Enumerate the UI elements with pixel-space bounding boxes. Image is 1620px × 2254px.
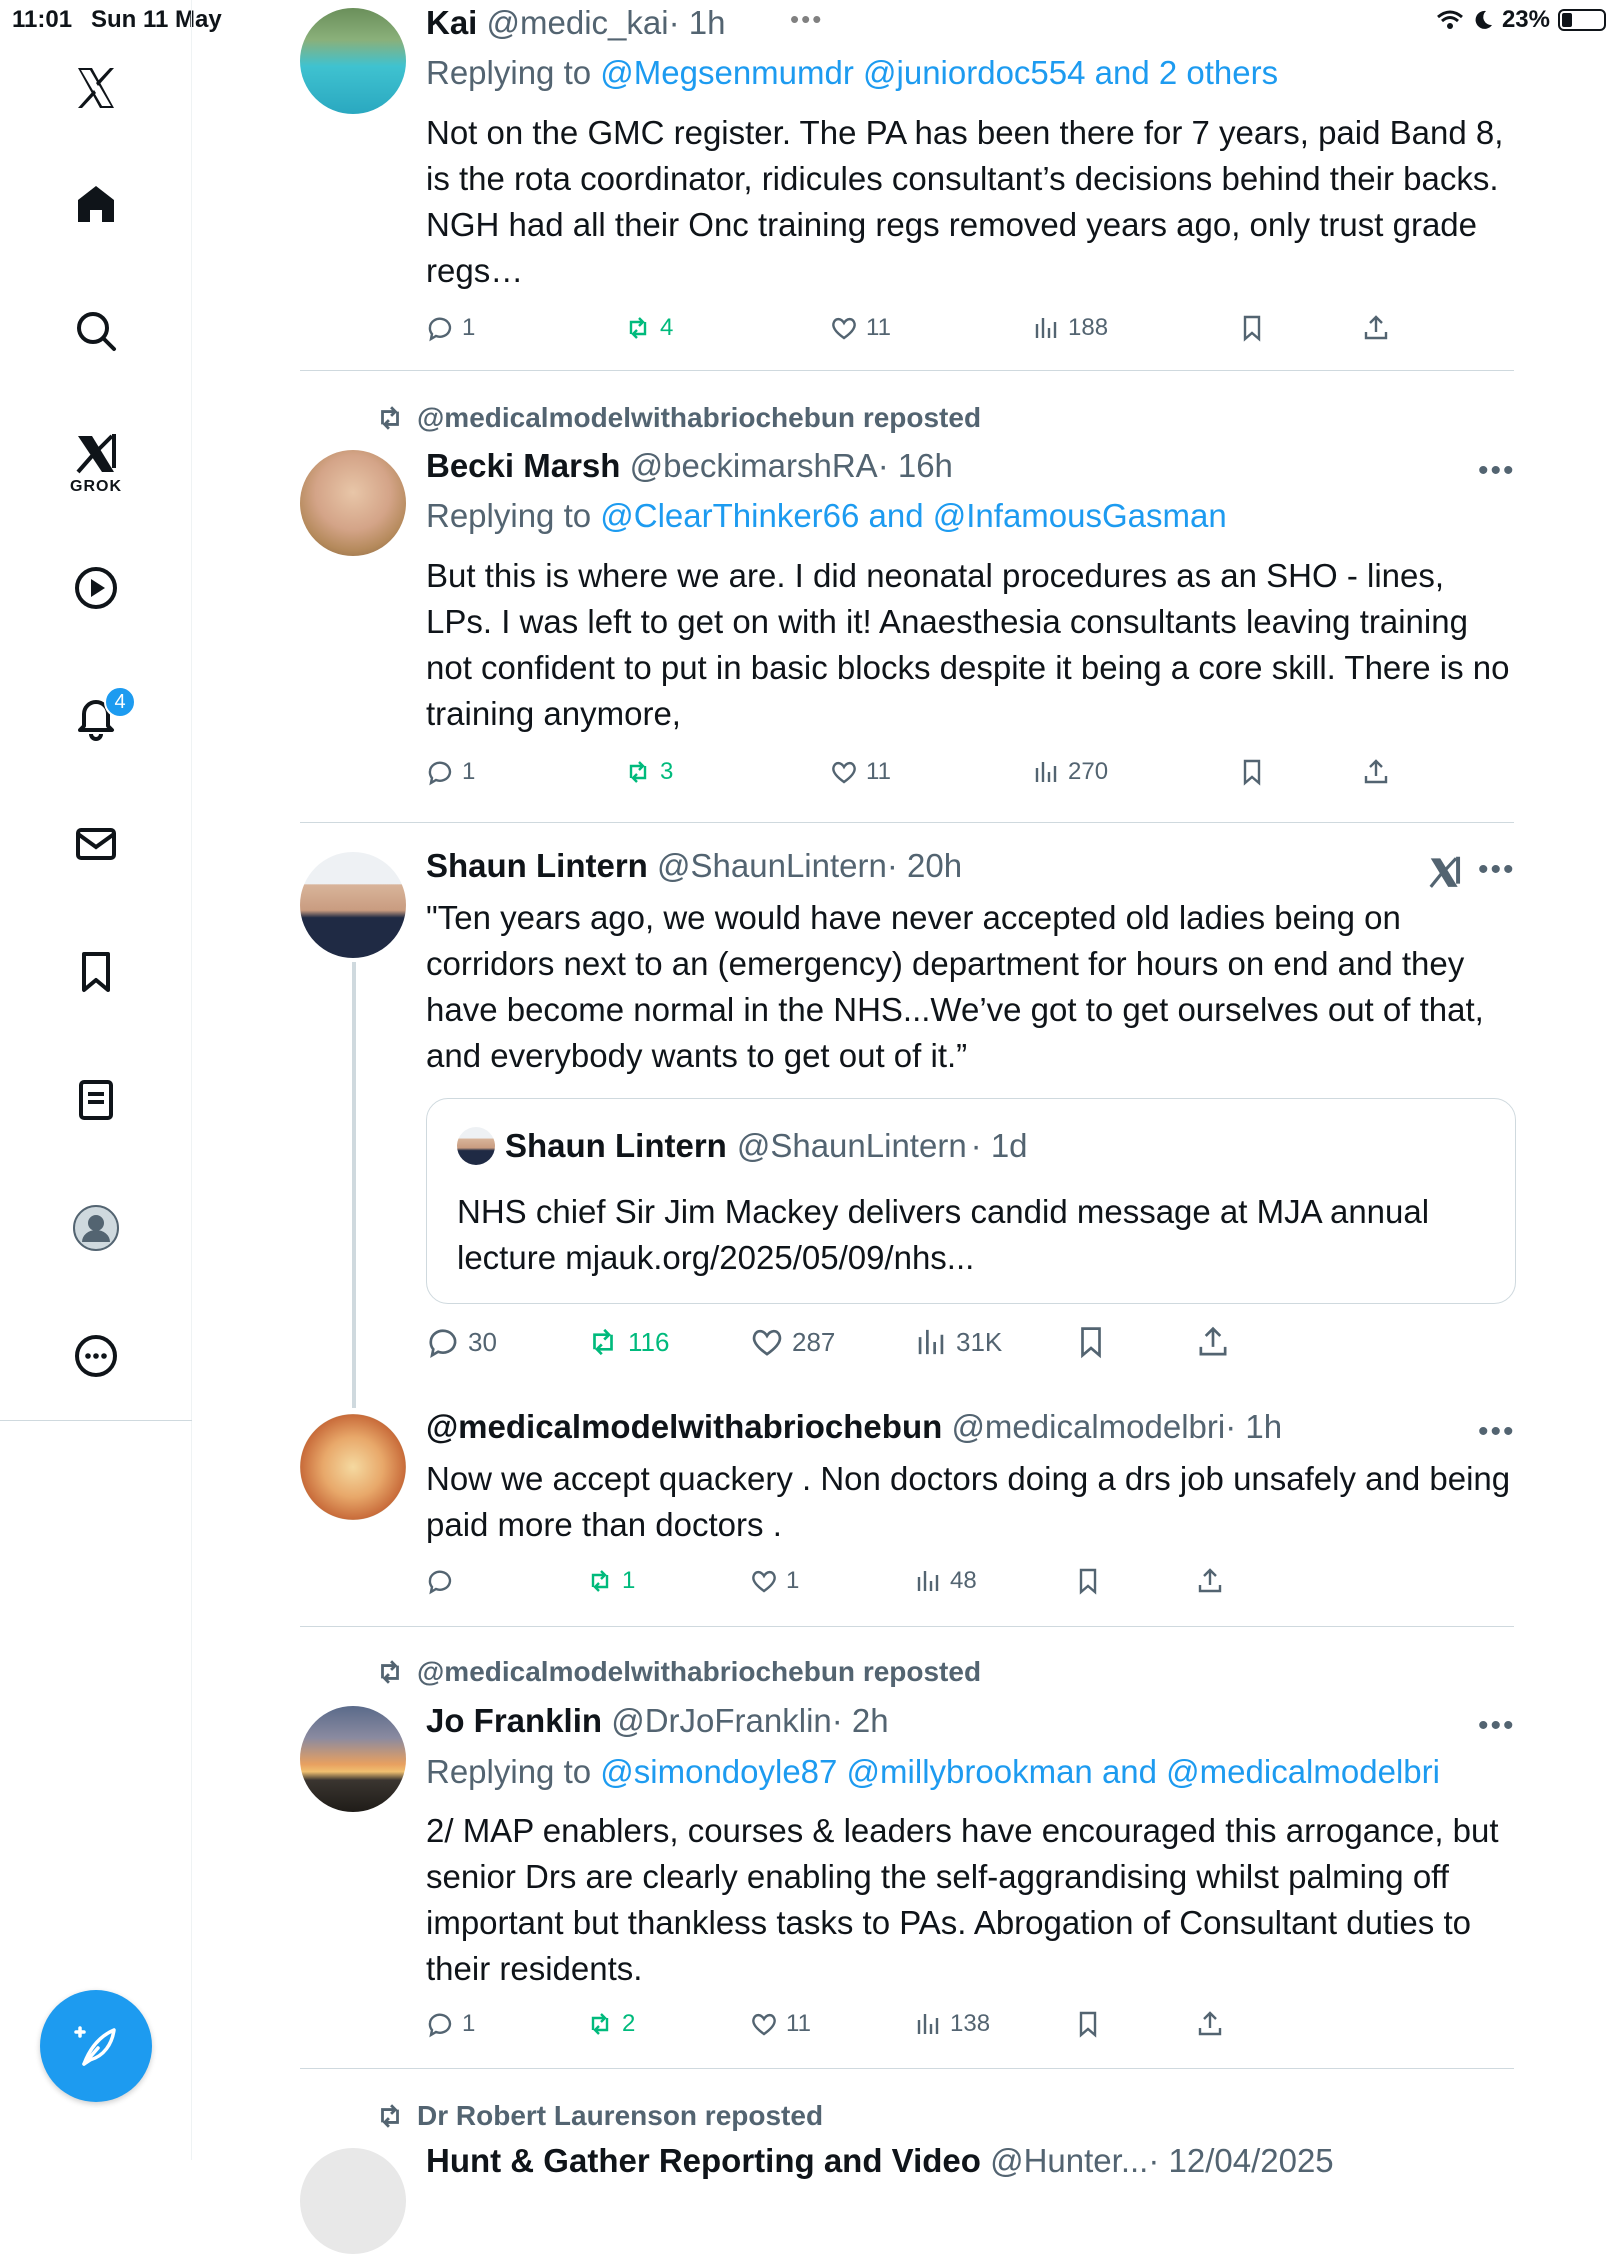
author-name[interactable]: @medicalmodelwithabriochebun xyxy=(426,1408,943,1445)
heart-icon xyxy=(750,1325,784,1359)
views-button[interactable] xyxy=(914,1322,1002,1362)
share-icon xyxy=(1196,2010,1224,2038)
heart-icon xyxy=(750,2010,778,2038)
share-button[interactable] xyxy=(1196,1322,1230,1362)
like-count: 11 xyxy=(866,758,891,785)
like-button[interactable] xyxy=(750,1322,835,1362)
profile-avatar-icon[interactable] xyxy=(68,1200,124,1256)
repost-count: 4 xyxy=(660,314,674,341)
bookmark-button[interactable] xyxy=(1074,2004,1102,2044)
bookmark-icon xyxy=(1074,1325,1108,1359)
like-count: 11 xyxy=(786,2010,811,2037)
quoted-post-text: NHS chief Sir Jim Mackey delivers candid message at MJA annual lecture mjauk.org/2025/05/09/nhs... xyxy=(457,1193,1430,1276)
author-name[interactable]: Jo Franklin xyxy=(426,1702,603,1739)
quoted-post-card[interactable] xyxy=(426,1098,1516,1304)
author-handle[interactable]: @DrJoFranklin xyxy=(611,1702,832,1739)
post-separator xyxy=(300,370,1514,371)
repost-button[interactable] xyxy=(586,1561,635,1601)
author-handle[interactable]: @beckimarshRA xyxy=(629,447,878,484)
views-button[interactable] xyxy=(914,2004,990,2044)
status-time: 11:01 xyxy=(12,6,73,33)
like-count: 287 xyxy=(792,1326,836,1357)
thread-connector xyxy=(352,962,356,1408)
like-button[interactable] xyxy=(830,752,891,792)
quoted-post-time: · 1d xyxy=(970,1127,1028,1164)
reply-count: 1 xyxy=(462,314,476,341)
wifi-icon xyxy=(1436,9,1464,31)
quoted-post-header xyxy=(457,1127,1028,1165)
repost-count: 116 xyxy=(628,1326,670,1357)
repost-by[interactable]: @medicalmodelwithabriochebun reposted xyxy=(417,402,982,433)
repost-icon xyxy=(586,1325,620,1359)
repost-indicator xyxy=(375,398,981,438)
like-count: 11 xyxy=(866,314,891,341)
heart-icon xyxy=(830,314,858,342)
views-chart-icon xyxy=(1032,314,1060,342)
avatar[interactable] xyxy=(300,8,406,114)
view-count: 138 xyxy=(950,2010,991,2037)
bookmark-icon xyxy=(1074,1567,1102,1595)
repost-icon xyxy=(375,403,405,433)
replying-prefix: Replying to xyxy=(426,54,601,91)
post-text: But this is where we are. I did neonatal procedures as an SHO - lines, LPs. I was left to get on with it! Anaesthesia consultants leaving training not confident to put in basic blocks despite it being a core skill. There is no training anymore, xyxy=(426,557,1510,732)
heart-icon xyxy=(830,758,858,786)
grok-explain-icon[interactable] xyxy=(1426,852,1464,890)
bookmark-icon xyxy=(1238,314,1266,342)
quoted-avatar xyxy=(457,1127,495,1165)
post-text: 2/ MAP enablers, courses & leaders have encouraged this arrogance, but senior Drs are clearly enabling the self-aggrandising whilst palming off important but thankless tasks to PAs. Abrogation of Consultant duties to their residents. xyxy=(426,1812,1499,1987)
reply-icon xyxy=(426,758,454,786)
post-actions xyxy=(426,2004,1426,2044)
more-options-icon[interactable] xyxy=(68,1328,124,1384)
replying-to xyxy=(426,497,1227,535)
reply-icon xyxy=(426,1325,460,1359)
author-name[interactable]: Becki Marsh xyxy=(426,447,621,484)
share-button[interactable] xyxy=(1362,308,1390,348)
bookmark-button[interactable] xyxy=(1238,752,1266,792)
author-handle[interactable]: @Hunter... xyxy=(990,2142,1149,2179)
reply-icon xyxy=(426,314,454,342)
bookmark-button[interactable] xyxy=(1074,1561,1102,1601)
x-logo-icon[interactable] xyxy=(68,60,124,116)
grok-label: GROK xyxy=(70,478,122,495)
post-header xyxy=(426,847,962,885)
like-button[interactable] xyxy=(830,308,891,348)
messages-envelope-icon[interactable] xyxy=(68,816,124,872)
multitasking-dots-icon[interactable]: ••• xyxy=(790,4,824,34)
share-icon xyxy=(1362,314,1390,342)
repost-button[interactable] xyxy=(586,2004,635,2044)
post-separator xyxy=(300,1626,1514,1627)
author-name[interactable]: Hunt & Gather Reporting and Video xyxy=(426,2142,981,2179)
repost-count: 2 xyxy=(622,2010,636,2037)
repost-icon xyxy=(375,1657,405,1687)
more-menu-icon[interactable]: ••• xyxy=(1478,1709,1516,1742)
post-header xyxy=(426,447,953,485)
quoted-author-name: Shaun Lintern xyxy=(505,1127,727,1164)
repost-indicator xyxy=(375,1652,981,1692)
battery-icon xyxy=(1558,9,1606,31)
replying-links[interactable]: @ClearThinker66 and @InfamousGasman xyxy=(600,497,1227,534)
repost-icon xyxy=(586,2010,614,2038)
replying-to xyxy=(426,1753,1440,1791)
post-header xyxy=(426,1702,889,1740)
repost-by[interactable]: Dr Robert Laurenson reposted xyxy=(417,2100,824,2131)
status-indicators xyxy=(1436,6,1606,34)
view-count: 31K xyxy=(956,1326,1003,1357)
post-time: · 2h xyxy=(831,1702,889,1739)
views-chart-icon xyxy=(914,1325,948,1359)
heart-icon xyxy=(750,1567,778,1595)
view-count: 188 xyxy=(1068,314,1109,341)
repost-indicator xyxy=(375,2096,823,2136)
reply-icon xyxy=(426,2010,454,2038)
status-bar xyxy=(0,0,1620,40)
repost-count: 1 xyxy=(622,1567,636,1594)
views-chart-icon xyxy=(1032,758,1060,786)
grok-icon[interactable] xyxy=(68,424,124,480)
post-header xyxy=(426,1408,1282,1446)
reply-icon xyxy=(426,1567,454,1595)
post-header xyxy=(426,2142,1334,2180)
post-actions xyxy=(426,1322,1426,1362)
author-name[interactable]: Shaun Lintern xyxy=(426,847,648,884)
views-button[interactable] xyxy=(914,1561,977,1601)
bookmark-button[interactable] xyxy=(1238,308,1266,348)
author-handle[interactable]: @medicalmodelbri xyxy=(951,1408,1226,1445)
post-header xyxy=(426,4,725,42)
like-count: 1 xyxy=(786,1567,800,1594)
quoted-author-handle: @ShaunLintern xyxy=(736,1127,967,1164)
repost-by[interactable]: @medicalmodelwithabriochebun reposted xyxy=(417,1656,982,1687)
post-text: Now we accept quackery . Non doctors doing a drs job unsafely and being paid more than doctors . xyxy=(426,1460,1511,1543)
repost-icon xyxy=(624,758,652,786)
share-icon xyxy=(1196,1567,1224,1595)
post-separator xyxy=(300,2068,1514,2069)
avatar[interactable] xyxy=(300,852,406,958)
moon-icon xyxy=(1472,9,1494,31)
bookmark-icon xyxy=(1238,758,1266,786)
post-time: · 1h xyxy=(668,4,726,41)
avatar[interactable] xyxy=(300,2148,406,2254)
avatar[interactable] xyxy=(300,450,406,556)
repost-button[interactable] xyxy=(624,752,673,792)
author-name[interactable]: Kai xyxy=(426,4,478,41)
replying-to xyxy=(426,54,1278,92)
post-text: "Ten years ago, we would have never accepted old ladies being on corridors next to an (emergency) department for hours on end and they have become normal in the NHS...We’ve got to get ourselves out of that, and everybody wants to get out of it.” xyxy=(426,899,1484,1074)
share-icon xyxy=(1196,1325,1230,1359)
bookmark-icon xyxy=(1074,2010,1102,2038)
lists-icon[interactable] xyxy=(68,1072,124,1128)
reply-count: 30 xyxy=(468,1326,497,1357)
replying-links[interactable]: @Megsenmumdr @juniordoc554 and 2 others xyxy=(600,54,1279,91)
author-handle[interactable]: @medic_kai xyxy=(486,4,669,41)
reply-button[interactable] xyxy=(426,1561,462,1601)
reply-button[interactable] xyxy=(426,2004,475,2044)
author-handle[interactable]: @ShaunLintern xyxy=(657,847,887,884)
post-separator xyxy=(300,822,1514,823)
replying-prefix: Replying to xyxy=(426,1753,601,1790)
repost-icon xyxy=(375,2101,405,2131)
compose-post-button[interactable] xyxy=(40,1990,152,2102)
post-actions xyxy=(426,308,1426,348)
home-icon[interactable] xyxy=(68,176,124,232)
sidebar xyxy=(0,0,192,2160)
post-time: · 1h xyxy=(1225,1408,1283,1445)
post-actions xyxy=(426,752,1426,792)
post-time: · 12/04/2025 xyxy=(1148,2142,1334,2179)
post-text: Not on the GMC register. The PA has been there for 7 years, paid Band 8, is the rota coordinator, ridicules consultant’s decisions behind their backs. NGH had all their Onc training regs removed years ago, only trust grade regs… xyxy=(426,114,1504,289)
reply-button[interactable] xyxy=(426,752,475,792)
notifications-badge: 4 xyxy=(104,686,136,718)
repost-button[interactable] xyxy=(586,1322,669,1362)
share-button[interactable] xyxy=(1196,1561,1224,1601)
post-actions xyxy=(426,1561,1426,1601)
sidebar-divider xyxy=(0,1420,192,1421)
avatar[interactable] xyxy=(300,1414,406,1520)
reply-count: 1 xyxy=(462,758,476,785)
share-icon xyxy=(1362,758,1390,786)
reply-count: 1 xyxy=(462,2010,476,2037)
reply-button[interactable] xyxy=(426,308,475,348)
repost-icon xyxy=(624,314,652,342)
like-button[interactable] xyxy=(750,1561,799,1601)
search-icon[interactable] xyxy=(68,303,124,359)
post-time: · 20h xyxy=(886,847,963,884)
avatar[interactable] xyxy=(300,1706,406,1812)
share-button[interactable] xyxy=(1196,2004,1224,2044)
more-menu-icon[interactable]: ••• xyxy=(1478,1415,1516,1448)
repost-button[interactable] xyxy=(624,308,673,348)
bookmark-button[interactable] xyxy=(1074,1322,1108,1362)
views-chart-icon xyxy=(914,1567,942,1595)
compose-feather-icon xyxy=(68,2018,124,2074)
video-play-icon[interactable] xyxy=(68,560,124,616)
view-count: 48 xyxy=(950,1567,977,1594)
share-button[interactable] xyxy=(1362,752,1390,792)
views-button[interactable] xyxy=(1032,752,1108,792)
status-date: Sun 11 May xyxy=(91,6,222,33)
reply-button[interactable] xyxy=(426,1322,497,1362)
replying-links[interactable]: @simondoyle87 @millybrookman and @medicalmodelbri xyxy=(600,1753,1440,1790)
bookmarks-icon[interactable] xyxy=(68,944,124,1000)
views-button[interactable] xyxy=(1032,308,1108,348)
battery-percent: 23% xyxy=(1501,6,1550,33)
post-time: · 16h xyxy=(877,447,953,484)
more-menu-icon[interactable]: ••• xyxy=(1478,853,1516,886)
repost-icon xyxy=(586,1567,614,1595)
replying-prefix: Replying to xyxy=(426,497,601,534)
more-menu-icon[interactable]: ••• xyxy=(1478,454,1516,487)
views-chart-icon xyxy=(914,2010,942,2038)
like-button[interactable] xyxy=(750,2004,811,2044)
view-count: 270 xyxy=(1068,758,1109,785)
repost-count: 3 xyxy=(660,758,674,785)
